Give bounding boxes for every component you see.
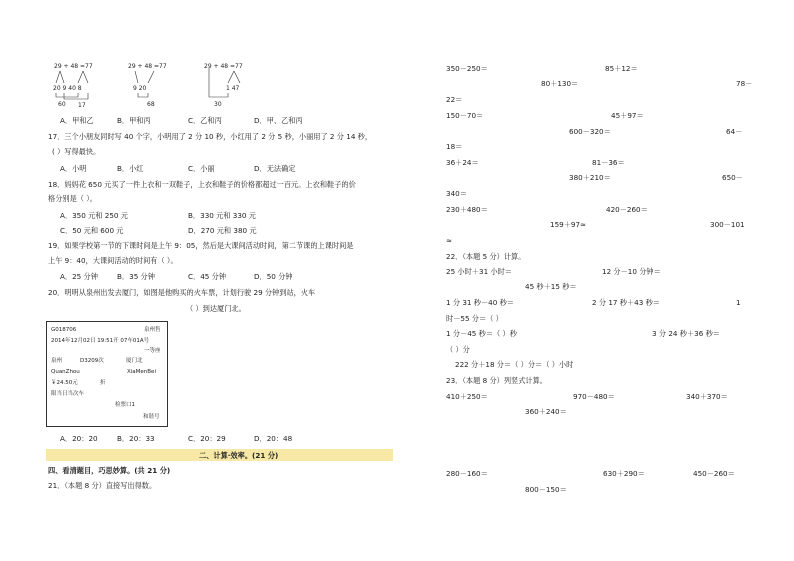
- calc-81-36: 81－36＝: [592, 158, 625, 167]
- diagram-1-sum-b: 17: [78, 102, 86, 109]
- ticket-seat: 一等座: [144, 348, 161, 354]
- q17-blank[interactable]: ( ）写得最快。: [52, 147, 101, 156]
- calc-650-340-a: 650－: [722, 173, 743, 182]
- ticket-to: 厦门北: [126, 358, 143, 364]
- q20-text-1: 20．明明从泉州出发去厦门，如图是他购买的火车票，计划行驶 29 分钟到站，火车: [48, 288, 316, 297]
- vcalc-630-290: 630＋290＝: [603, 469, 645, 478]
- diagram-2-split: 9 20: [133, 85, 147, 92]
- q16-option-a[interactable]: A．甲和乙: [60, 116, 94, 125]
- q23-title: 23．（本题 8 分）列竖式计算。: [446, 376, 547, 385]
- calc-45-97: 45＋97＝: [611, 111, 644, 120]
- q17-text: 17．三个小朋友同时写 40 个字，小明用了 2 分 10 秒，小红用了 2 分 5 秒，小丽用了 2 分 14 秒，: [48, 132, 373, 141]
- calc-1m-45s[interactable]: 1 分－45 秒＝（ ）秒: [446, 329, 517, 338]
- q22-title: 22．（本题 5 分）计算。: [446, 252, 526, 261]
- calc-80-130: 80＋130＝: [541, 79, 579, 88]
- train-ticket: [46, 321, 168, 427]
- q21-title: 21．（本题 8 分）直接写出得数。: [48, 481, 157, 490]
- q18-option-b[interactable]: B．330 元和 330 元: [188, 211, 256, 220]
- calc-85-12: 85＋12＝: [605, 64, 638, 73]
- vcalc-450-260: 450－260＝: [693, 469, 735, 478]
- q17-option-c[interactable]: C．小丽: [188, 164, 215, 173]
- diagram-1-split: 20 9 40 8: [53, 85, 82, 92]
- calc-45s-15s: 45 秒＋15 秒＝: [525, 282, 577, 291]
- calc-159-97: 159＋97≈: [550, 220, 587, 229]
- ticket-train: D3209次: [80, 358, 104, 364]
- calc-64-18-a: 64－: [726, 127, 743, 136]
- ticket-from: 泉州: [51, 358, 63, 364]
- calc-150-70: 150－70＝: [446, 111, 484, 120]
- q17-option-a[interactable]: A．小明: [60, 164, 87, 173]
- q19-option-d[interactable]: D．50 分钟: [254, 272, 293, 281]
- ticket-discount: 折: [100, 380, 106, 386]
- ticket-to-pinyin: XiaMenBei: [127, 369, 156, 375]
- q20-option-b[interactable]: B．20：33: [117, 434, 155, 443]
- calc-25h-31h: 25 小时＋31 小时＝: [446, 267, 512, 276]
- calc-650-340-b: 340＝: [446, 189, 467, 198]
- q16-option-b[interactable]: B．甲和丙: [117, 116, 151, 125]
- calc-300-101-b: ≈: [446, 236, 453, 245]
- diagram-2-equation: 29 + 48 =77: [128, 63, 167, 70]
- diagram-2-sum: 68: [147, 101, 155, 108]
- q19-option-c[interactable]: C．45 分钟: [188, 272, 227, 281]
- diagram-1-sum-a: 60: [58, 101, 66, 108]
- q17-option-d[interactable]: D．无法确定: [254, 164, 296, 173]
- ticket-code: G018706: [51, 327, 77, 333]
- calc-64-18-b: 18＝: [446, 142, 463, 151]
- ticket-price: ￥24.50元: [51, 380, 78, 386]
- vcalc-340-370: 340＋370＝: [686, 392, 728, 401]
- q18-blank[interactable]: 格分别是（ ）。: [48, 194, 97, 203]
- q16-option-d[interactable]: D．甲、乙和丙: [254, 116, 303, 125]
- calc-36-24: 36＋24＝: [446, 158, 479, 167]
- q19-text-1: 19．如果学校第一节的下课时间是上午 9：05，然后是大课间活动时间，第二节课的上课时间是: [48, 241, 354, 250]
- q17-option-b[interactable]: B．小红: [117, 164, 144, 173]
- calc-1h-55m-a: 1: [736, 298, 741, 307]
- calc-2m17s-43s: 2 分 17 秒＋43 秒＝: [592, 298, 660, 307]
- calc-1m31s-40s: 1 分 31 秒－40 秒＝: [446, 298, 514, 307]
- ticket-seal: 和谐号: [143, 414, 160, 420]
- calc-1h-55m-b[interactable]: 时－55 分＝（ ）: [446, 314, 503, 323]
- calc-600-320: 600－320＝: [569, 127, 611, 136]
- ticket-from-pinyin: QuanZhou: [51, 369, 80, 375]
- calc-420-260: 420－260＝: [606, 205, 648, 214]
- calc-222m-18m[interactable]: 222 分＋18 分＝（ ）分＝（ ）小时: [455, 360, 574, 369]
- vcalc-280-160: 280－160＝: [446, 469, 488, 478]
- calc-230-480: 230＋480＝: [446, 205, 488, 214]
- calc-12min-10min: 12 分－10 分钟＝: [602, 267, 661, 276]
- diagram-3-sum: 30: [214, 101, 222, 108]
- q19-option-a[interactable]: A．25 分钟: [60, 272, 98, 281]
- q19-option-b[interactable]: B．35 分钟: [117, 272, 155, 281]
- diagram-3-equation: 29 + 48 =77: [204, 63, 243, 70]
- q20-option-c[interactable]: C．20：29: [188, 434, 226, 443]
- calc-300-101-a: 300－101: [710, 220, 745, 229]
- q20-option-d[interactable]: D．20：48: [254, 434, 293, 443]
- q19-text-2[interactable]: 上午 9：40，大课间活动的时间有（ ）。: [48, 256, 178, 265]
- ticket-datetime: 2014年12月02日 19:51开 07车01A号: [51, 338, 150, 344]
- calc-3m24s-36s: 3 分 24 秒＋36 秒＝: [652, 329, 720, 338]
- q18-option-d[interactable]: D．270 元和 380 元: [188, 226, 257, 235]
- ticket-station: 泉州售: [144, 327, 161, 333]
- calc-350-250: 350－250＝: [446, 64, 488, 73]
- q18-option-c[interactable]: C．50 元和 600 元: [60, 226, 124, 235]
- calc-3m24s-36s-answer[interactable]: （ ）分: [446, 345, 470, 354]
- diagram-3-split: 1 47: [226, 85, 240, 92]
- q18-text: 18．妈妈花 650 元买了一件上衣和一双鞋子，上衣和鞋子的价格都超过一百元。上衣和鞋子的价: [48, 180, 356, 189]
- calc-380-210: 380＋210＝: [569, 173, 611, 182]
- q18-option-a[interactable]: A．350 元和 250 元: [60, 211, 128, 220]
- vcalc-410-250: 410＋250＝: [446, 392, 488, 401]
- calc-78-22-b: 22＝: [446, 95, 463, 104]
- diagram-1-equation: 29 + 48 =77: [54, 63, 93, 70]
- q20-text-2[interactable]: （ ）到达厦门北。: [186, 304, 246, 313]
- ticket-gate: 检票口1: [115, 402, 135, 408]
- vcalc-800-150: 800－150＝: [525, 485, 567, 494]
- section-2-title: 二、计算·效率。(21 分): [199, 451, 279, 460]
- section-4-title: 四、看清题目，巧思妙算。(共 21 分): [48, 466, 171, 475]
- q16-option-c[interactable]: C．乙和丙: [188, 116, 222, 125]
- q20-option-a[interactable]: A．20：20: [60, 434, 98, 443]
- ticket-note: 限当日当次车: [51, 391, 85, 397]
- vcalc-970-480: 970－480＝: [573, 392, 615, 401]
- vcalc-360-240: 360＋240＝: [525, 407, 567, 416]
- calc-78-22-a: 78－: [736, 79, 753, 88]
